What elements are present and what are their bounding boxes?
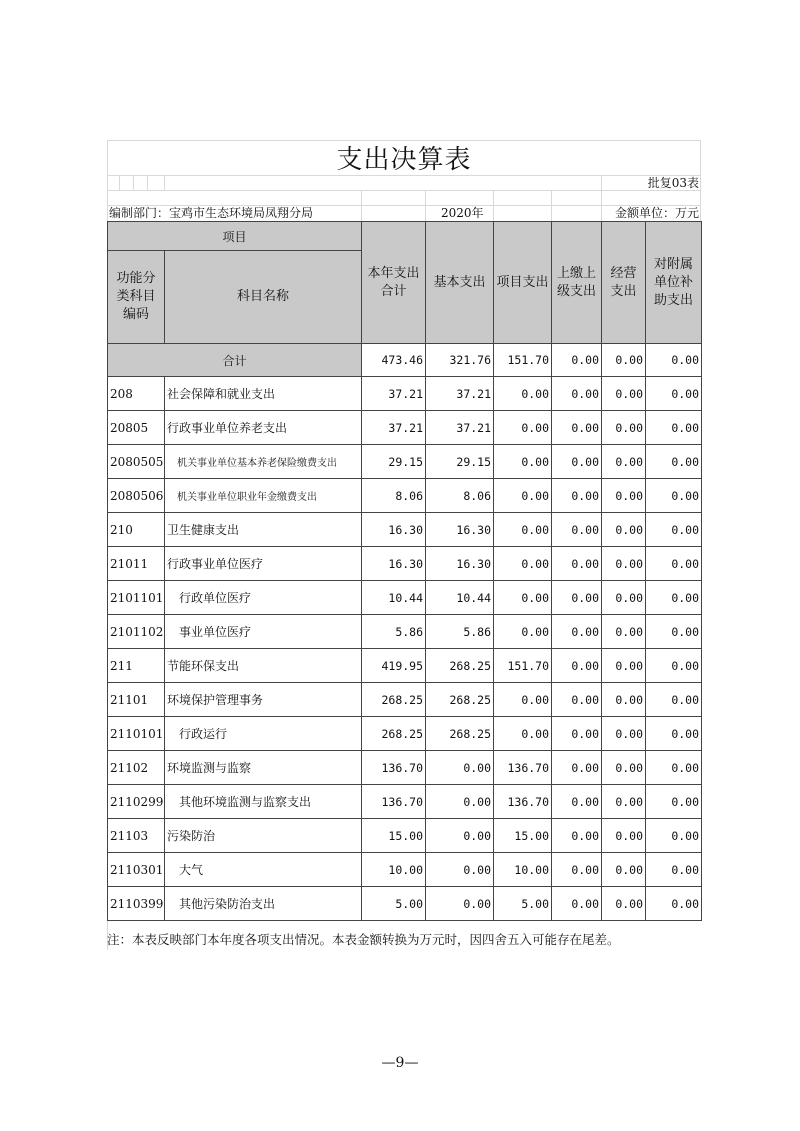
row-name: 机关事业单位职业年金缴费支出 xyxy=(165,479,362,513)
total-upper: 0.00 xyxy=(552,344,602,377)
table-row xyxy=(108,649,702,683)
row-code: 20805 xyxy=(108,411,165,445)
row-basic: 5.86 xyxy=(426,615,494,649)
row-upper: 0.00 xyxy=(552,581,602,615)
table-row xyxy=(108,887,702,921)
row-total: 16.30 xyxy=(362,513,426,547)
header-name: 科目名称 xyxy=(165,251,362,344)
header-upper: 上缴上 级支出 xyxy=(552,222,602,344)
row-subsidy: 0.00 xyxy=(646,513,702,547)
row-total: 5.86 xyxy=(362,615,426,649)
row-upper: 0.00 xyxy=(552,887,602,921)
row-code: 211 xyxy=(108,649,165,683)
row-upper: 0.00 xyxy=(552,377,602,411)
row-subsidy: 0.00 xyxy=(646,615,702,649)
row-name: 行政事业单位医疗 xyxy=(165,547,362,581)
row-code: 2101101 xyxy=(108,581,165,615)
header-item: 项目 xyxy=(108,222,362,251)
row-name: 其他污染防治支出 xyxy=(165,887,362,921)
row-code: 21101 xyxy=(108,683,165,717)
row-basic: 0.00 xyxy=(426,785,494,819)
row-project: 0.00 xyxy=(494,717,552,751)
table-row xyxy=(108,785,702,819)
row-business: 0.00 xyxy=(602,581,646,615)
row-upper: 0.00 xyxy=(552,411,602,445)
footnote: 注：本表反映部门本年度各项支出情况。本表金额转换为万元时，因四舍五入可能存在尾差。 xyxy=(107,932,620,947)
row-upper: 0.00 xyxy=(552,785,602,819)
row-code: 2110299 xyxy=(108,785,165,819)
row-name: 卫生健康支出 xyxy=(165,513,362,547)
row-total: 136.70 xyxy=(362,785,426,819)
row-upper: 0.00 xyxy=(552,547,602,581)
table-row xyxy=(108,445,702,479)
row-subsidy: 0.00 xyxy=(646,445,702,479)
table-row xyxy=(108,547,702,581)
row-project: 0.00 xyxy=(494,615,552,649)
row-code: 2110301 xyxy=(108,853,165,887)
row-total: 29.15 xyxy=(362,445,426,479)
row-basic: 0.00 xyxy=(426,819,494,853)
row-total: 136.70 xyxy=(362,751,426,785)
row-total: 8.06 xyxy=(362,479,426,513)
row-business: 0.00 xyxy=(602,377,646,411)
row-total: 268.25 xyxy=(362,683,426,717)
table-row xyxy=(108,751,702,785)
total-subsidy: 0.00 xyxy=(646,344,702,377)
row-business: 0.00 xyxy=(602,513,646,547)
row-subsidy: 0.00 xyxy=(646,717,702,751)
row-code: 2110101 xyxy=(108,717,165,751)
row-basic: 16.30 xyxy=(426,513,494,547)
row-project: 136.70 xyxy=(494,751,552,785)
row-upper: 0.00 xyxy=(552,445,602,479)
row-business: 0.00 xyxy=(602,547,646,581)
table-row xyxy=(108,581,702,615)
row-subsidy: 0.00 xyxy=(646,887,702,921)
row-name: 污染防治 xyxy=(165,819,362,853)
row-code: 210 xyxy=(108,513,165,547)
expenditure-sheet xyxy=(107,140,701,950)
page-title: 支出决算表 xyxy=(336,145,472,175)
row-name: 大气 xyxy=(165,853,362,887)
total-project: 151.70 xyxy=(494,344,552,377)
row-basic: 16.30 xyxy=(426,547,494,581)
row-code: 208 xyxy=(108,377,165,411)
row-project: 151.70 xyxy=(494,649,552,683)
row-business: 0.00 xyxy=(602,615,646,649)
row-upper: 0.00 xyxy=(552,751,602,785)
row-total: 5.00 xyxy=(362,887,426,921)
table-row xyxy=(108,853,702,887)
row-project: 0.00 xyxy=(494,411,552,445)
row-basic: 10.44 xyxy=(426,581,494,615)
row-business: 0.00 xyxy=(602,445,646,479)
row-project: 0.00 xyxy=(494,445,552,479)
row-name: 环境监测与监察 xyxy=(165,751,362,785)
total-row xyxy=(108,344,702,377)
row-total: 37.21 xyxy=(362,377,426,411)
row-upper: 0.00 xyxy=(552,615,602,649)
form-number: 批复03表 xyxy=(647,176,699,190)
row-upper: 0.00 xyxy=(552,717,602,751)
row-business: 0.00 xyxy=(602,683,646,717)
row-subsidy: 0.00 xyxy=(646,649,702,683)
row-name: 行政事业单位养老支出 xyxy=(165,411,362,445)
row-basic: 37.21 xyxy=(426,411,494,445)
row-name: 其他环境监测与监察支出 xyxy=(165,785,362,819)
header-basic: 基本支出 xyxy=(426,222,494,344)
row-project: 0.00 xyxy=(494,513,552,547)
row-business: 0.00 xyxy=(602,717,646,751)
row-code: 21011 xyxy=(108,547,165,581)
row-name: 节能环保支出 xyxy=(165,649,362,683)
row-subsidy: 0.00 xyxy=(646,377,702,411)
row-basic: 0.00 xyxy=(426,751,494,785)
row-upper: 0.00 xyxy=(552,683,602,717)
header-business: 经营 支出 xyxy=(602,222,646,344)
table-row xyxy=(108,819,702,853)
row-business: 0.00 xyxy=(602,649,646,683)
unit-label: 金额单位：万元 xyxy=(614,206,699,220)
row-total: 15.00 xyxy=(362,819,426,853)
row-subsidy: 0.00 xyxy=(646,581,702,615)
row-project: 0.00 xyxy=(494,479,552,513)
row-subsidy: 0.00 xyxy=(646,411,702,445)
table-row xyxy=(108,513,702,547)
row-upper: 0.00 xyxy=(552,649,602,683)
row-project: 0.00 xyxy=(494,581,552,615)
row-total: 10.44 xyxy=(362,581,426,615)
row-upper: 0.00 xyxy=(552,819,602,853)
row-total: 37.21 xyxy=(362,411,426,445)
row-basic: 268.25 xyxy=(426,683,494,717)
row-total: 268.25 xyxy=(362,717,426,751)
row-business: 0.00 xyxy=(602,819,646,853)
row-subsidy: 0.00 xyxy=(646,751,702,785)
table-row xyxy=(108,683,702,717)
table-row xyxy=(108,479,702,513)
total-value: 473.46 xyxy=(362,344,426,377)
row-project: 136.70 xyxy=(494,785,552,819)
row-upper: 0.00 xyxy=(552,479,602,513)
row-project: 10.00 xyxy=(494,853,552,887)
row-project: 5.00 xyxy=(494,887,552,921)
row-name: 事业单位医疗 xyxy=(165,615,362,649)
row-name: 行政运行 xyxy=(165,717,362,751)
row-project: 0.00 xyxy=(494,547,552,581)
header-project: 项目支出 xyxy=(494,222,552,344)
row-code: 2080506 xyxy=(108,479,165,513)
row-basic: 268.25 xyxy=(426,649,494,683)
table-row xyxy=(108,717,702,751)
row-basic: 29.15 xyxy=(426,445,494,479)
row-subsidy: 0.00 xyxy=(646,547,702,581)
row-total: 10.00 xyxy=(362,853,426,887)
row-business: 0.00 xyxy=(602,785,646,819)
row-basic: 268.25 xyxy=(426,717,494,751)
row-subsidy: 0.00 xyxy=(646,479,702,513)
row-code: 2080505 xyxy=(108,445,165,479)
row-business: 0.00 xyxy=(602,887,646,921)
row-project: 0.00 xyxy=(494,377,552,411)
table-row xyxy=(108,377,702,411)
row-upper: 0.00 xyxy=(552,513,602,547)
total-basic: 321.76 xyxy=(426,344,494,377)
department-label: 编制部门：宝鸡市生态环境局凤翔分局 xyxy=(109,206,314,220)
table-row xyxy=(108,411,702,445)
page-number: —9— xyxy=(381,1055,419,1071)
row-upper: 0.00 xyxy=(552,853,602,887)
row-project: 0.00 xyxy=(494,683,552,717)
row-name: 社会保障和就业支出 xyxy=(165,377,362,411)
row-code: 21102 xyxy=(108,751,165,785)
total-business: 0.00 xyxy=(602,344,646,377)
year-label: 2020年 xyxy=(441,206,484,220)
expenditure-table xyxy=(107,221,702,921)
header-code: 功能分 类科目 编码 xyxy=(108,251,165,344)
row-total: 16.30 xyxy=(362,547,426,581)
table-row xyxy=(108,615,702,649)
row-basic: 0.00 xyxy=(426,853,494,887)
total-label: 合计 xyxy=(108,344,362,377)
row-project: 15.00 xyxy=(494,819,552,853)
row-basic: 8.06 xyxy=(426,479,494,513)
row-subsidy: 0.00 xyxy=(646,853,702,887)
row-subsidy: 0.00 xyxy=(646,785,702,819)
header-total: 本年支出 合计 xyxy=(362,222,426,344)
row-name: 行政单位医疗 xyxy=(165,581,362,615)
row-subsidy: 0.00 xyxy=(646,819,702,853)
row-total: 419.95 xyxy=(362,649,426,683)
row-code: 2110399 xyxy=(108,887,165,921)
row-basic: 37.21 xyxy=(426,377,494,411)
row-business: 0.00 xyxy=(602,479,646,513)
row-code: 21103 xyxy=(108,819,165,853)
row-name: 环境保护管理事务 xyxy=(165,683,362,717)
row-business: 0.00 xyxy=(602,411,646,445)
row-business: 0.00 xyxy=(602,751,646,785)
row-business: 0.00 xyxy=(602,853,646,887)
row-basic: 0.00 xyxy=(426,887,494,921)
row-code: 2101102 xyxy=(108,615,165,649)
row-name: 机关事业单位基本养老保险缴费支出 xyxy=(165,445,362,479)
header-subsidy: 对附属 单位补 助支出 xyxy=(646,222,702,344)
row-subsidy: 0.00 xyxy=(646,683,702,717)
